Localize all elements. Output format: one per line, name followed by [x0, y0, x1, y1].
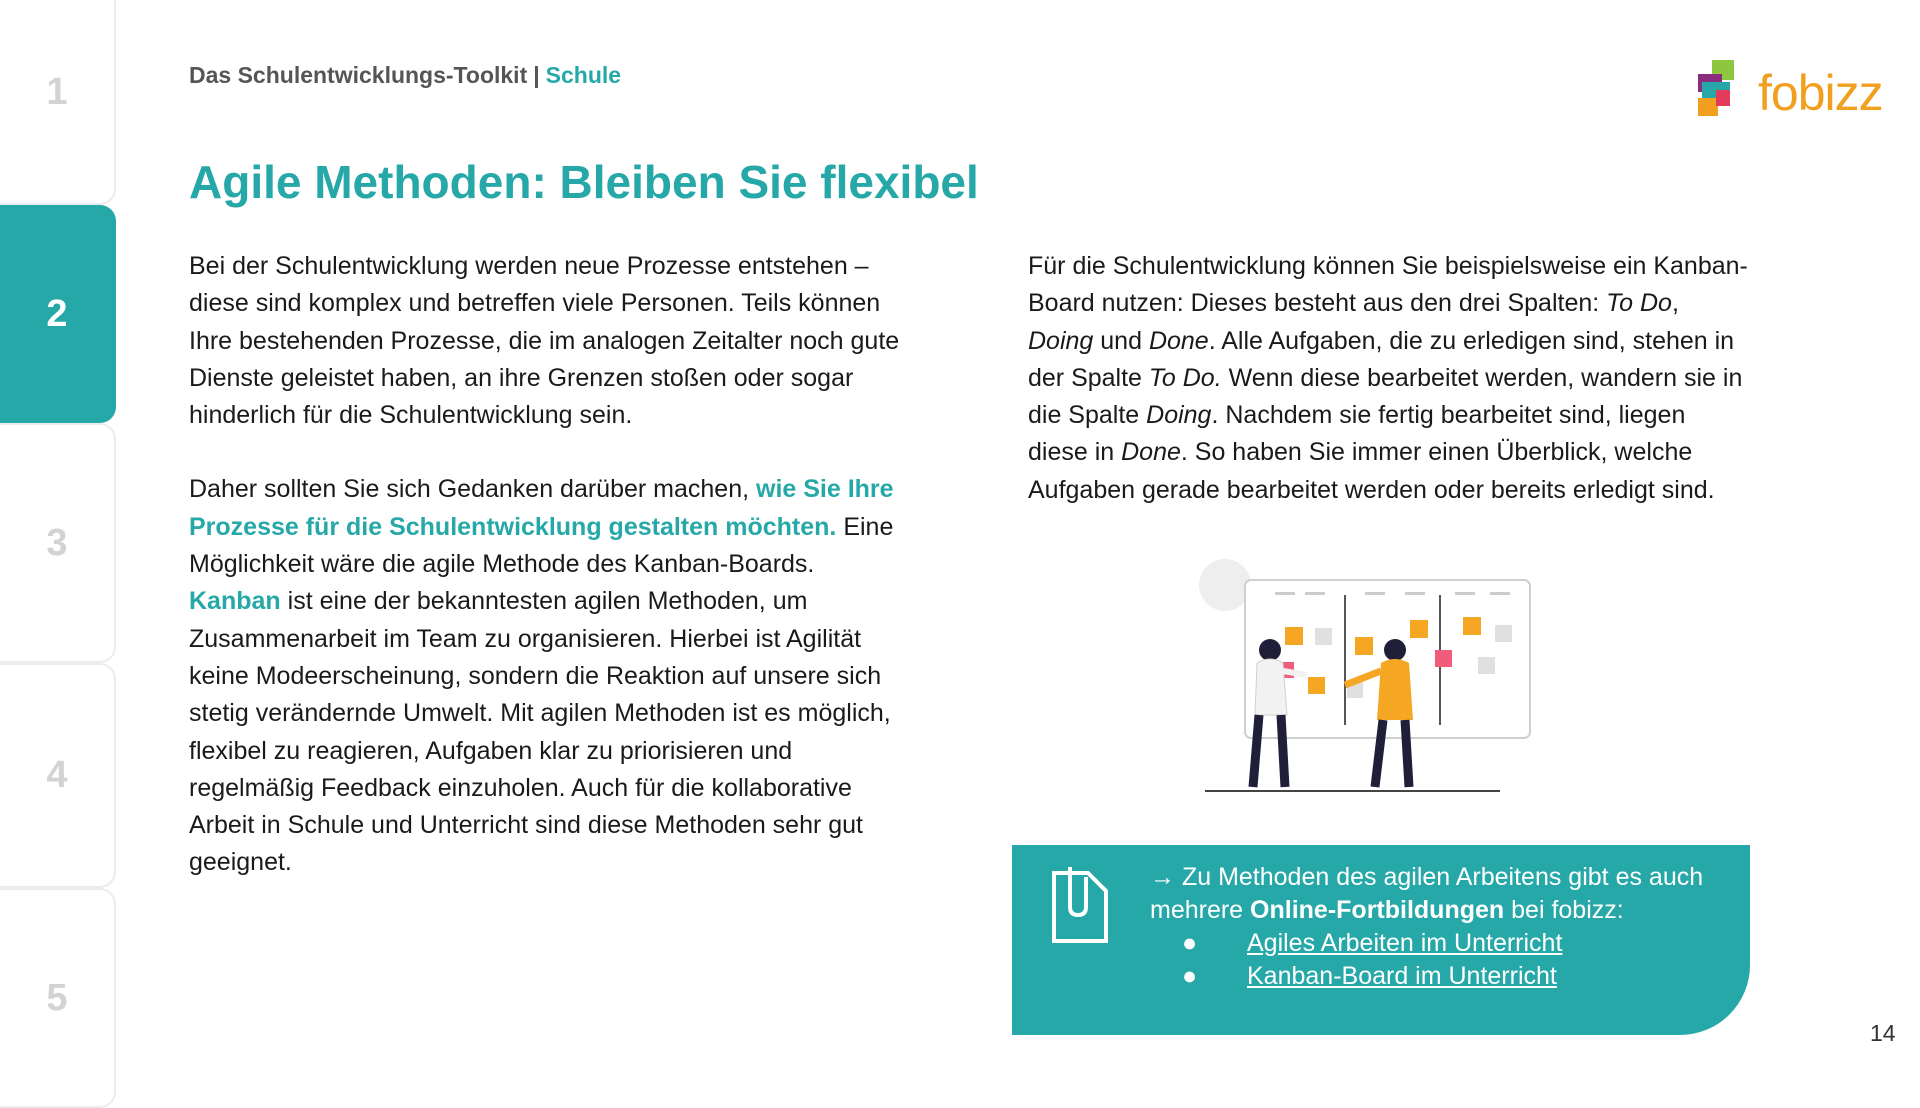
list-item	[1150, 960, 1740, 993]
logo-wordmark: fobizz	[1758, 65, 1883, 121]
kanban-board-illustration	[1195, 555, 1535, 795]
italic-todo: To Do.	[1148, 363, 1222, 392]
chapter-tab-1[interactable]	[0, 0, 116, 205]
chapter-tab-label: 2	[46, 292, 68, 335]
course-link-list	[1150, 927, 1740, 993]
chapter-tab-label: 5	[46, 976, 68, 1019]
page-title: Agile Methoden: Bleiben Sie flexibel	[189, 156, 979, 208]
text-run: ist eine der bekanntesten agilen Methoden, um Zusammenarbeit im Team zu organisieren. Hierbei ist Agilität keine Modeerscheinung, sondern die Reaktion auf unsere sich stetig verändernde Umwelt. Mit agilen Methoden ist es möglich, flexibel zu reagieren, Aufgaben klar zu priorisieren und regelmäßig Feedback einzuholen. Auch für die kollaborative Arbeit in Schule und Unterricht sind diese Methoden sehr gut geeignet.	[189, 587, 891, 877]
text-run: . Alle Aufgaben, die zu erledigen sind, stehen in der Spalte	[1028, 326, 1735, 392]
paragraph-intro: Bei der Schulentwicklung werden neue Prozesse entstehen – diese sind komplex und betreffen viele Personen. Teils können Ihre bestehenden Prozesse, die im analogen Zeitalter noch gute Dienste geleistet haben, an ihre Grenzen stoßen oder sogar hinderlich für die Schulentwicklung sein.	[189, 252, 900, 430]
highlight-processes: wie Sie Ihre Prozesse für die Schulentwicklung gestalten möchten.	[189, 475, 894, 541]
chapter-tab-4[interactable]	[0, 663, 116, 888]
text-run: bei fobizz:	[1504, 896, 1624, 924]
text-run: Eine Möglichkeit wäre die agile Methode des Kanban-Boards.	[189, 512, 894, 579]
left-column	[189, 248, 909, 882]
italic-done: Done	[1148, 326, 1209, 355]
right-column	[1028, 248, 1748, 509]
italic-doing: Doing	[1146, 401, 1212, 430]
link-kanban-board[interactable]: Kanban-Board im Unterricht	[1247, 962, 1557, 990]
clipboard-document-icon	[1050, 863, 1110, 945]
text-run: Daher sollten Sie sich Gedanken darüber machen,	[189, 475, 756, 504]
fobizz-logo	[1698, 60, 1883, 136]
page-number: 14	[1870, 1020, 1896, 1046]
italic-done: Done	[1121, 438, 1181, 467]
link-agiles-arbeiten[interactable]: Agiles Arbeiten im Unterricht	[1247, 929, 1563, 957]
chapter-tab-2[interactable]	[0, 205, 116, 423]
bullet-icon: ●	[1182, 962, 1198, 990]
paragraph-kanban-board	[1028, 248, 1748, 509]
text-run: Für die Schulentwicklung können Sie beispielsweise ein Kanban-Board nutzen: Dieses besteht aus den drei Spalten:	[1028, 252, 1748, 318]
chapter-tab-3[interactable]	[0, 423, 116, 663]
chapter-tab-label: 3	[46, 521, 68, 564]
list-item	[1150, 927, 1740, 960]
online-courses-infobox	[1012, 845, 1750, 1035]
chapter-tab-5[interactable]	[0, 888, 116, 1108]
highlight-kanban: Kanban	[189, 587, 281, 616]
italic-doing: Doing	[1028, 326, 1094, 355]
breadcrumb	[189, 62, 621, 89]
italic-todo: To Do	[1606, 289, 1672, 318]
chapter-sidebar	[0, 0, 118, 1080]
infobox-intro	[1150, 861, 1740, 927]
bold-online-courses: Online-Fortbildungen	[1250, 896, 1505, 924]
chapter-tab-label: 4	[46, 754, 68, 796]
bullet-icon: ●	[1182, 929, 1198, 957]
text-run: → Zu Methoden des agilen Arbeitens gibt es auch mehrere	[1150, 863, 1704, 924]
text-run: . So haben Sie immer einen Überblick, welche Aufgaben gerade bearbeitet werden oder bereits erledigt sind.	[1028, 438, 1715, 504]
section-name: Schule	[545, 62, 622, 88]
paragraph-kanban	[189, 471, 909, 881]
text-run: . Nachdem sie fertig bearbeitet sind, liegen diese in	[1028, 401, 1686, 467]
breadcrumb-separator: |	[533, 62, 540, 88]
toolkit-name: Das Schulentwicklungs-Toolkit	[189, 62, 528, 88]
fobizz-logo-mark-icon	[1698, 60, 1758, 130]
text-run: und	[1093, 326, 1149, 355]
text-run: ,	[1671, 289, 1679, 318]
infobox-text	[1150, 861, 1740, 993]
text-run: Wenn diese bearbeitet werden, wandern sie in die Spalte	[1028, 363, 1743, 430]
chapter-tab-label: 1	[46, 71, 68, 113]
